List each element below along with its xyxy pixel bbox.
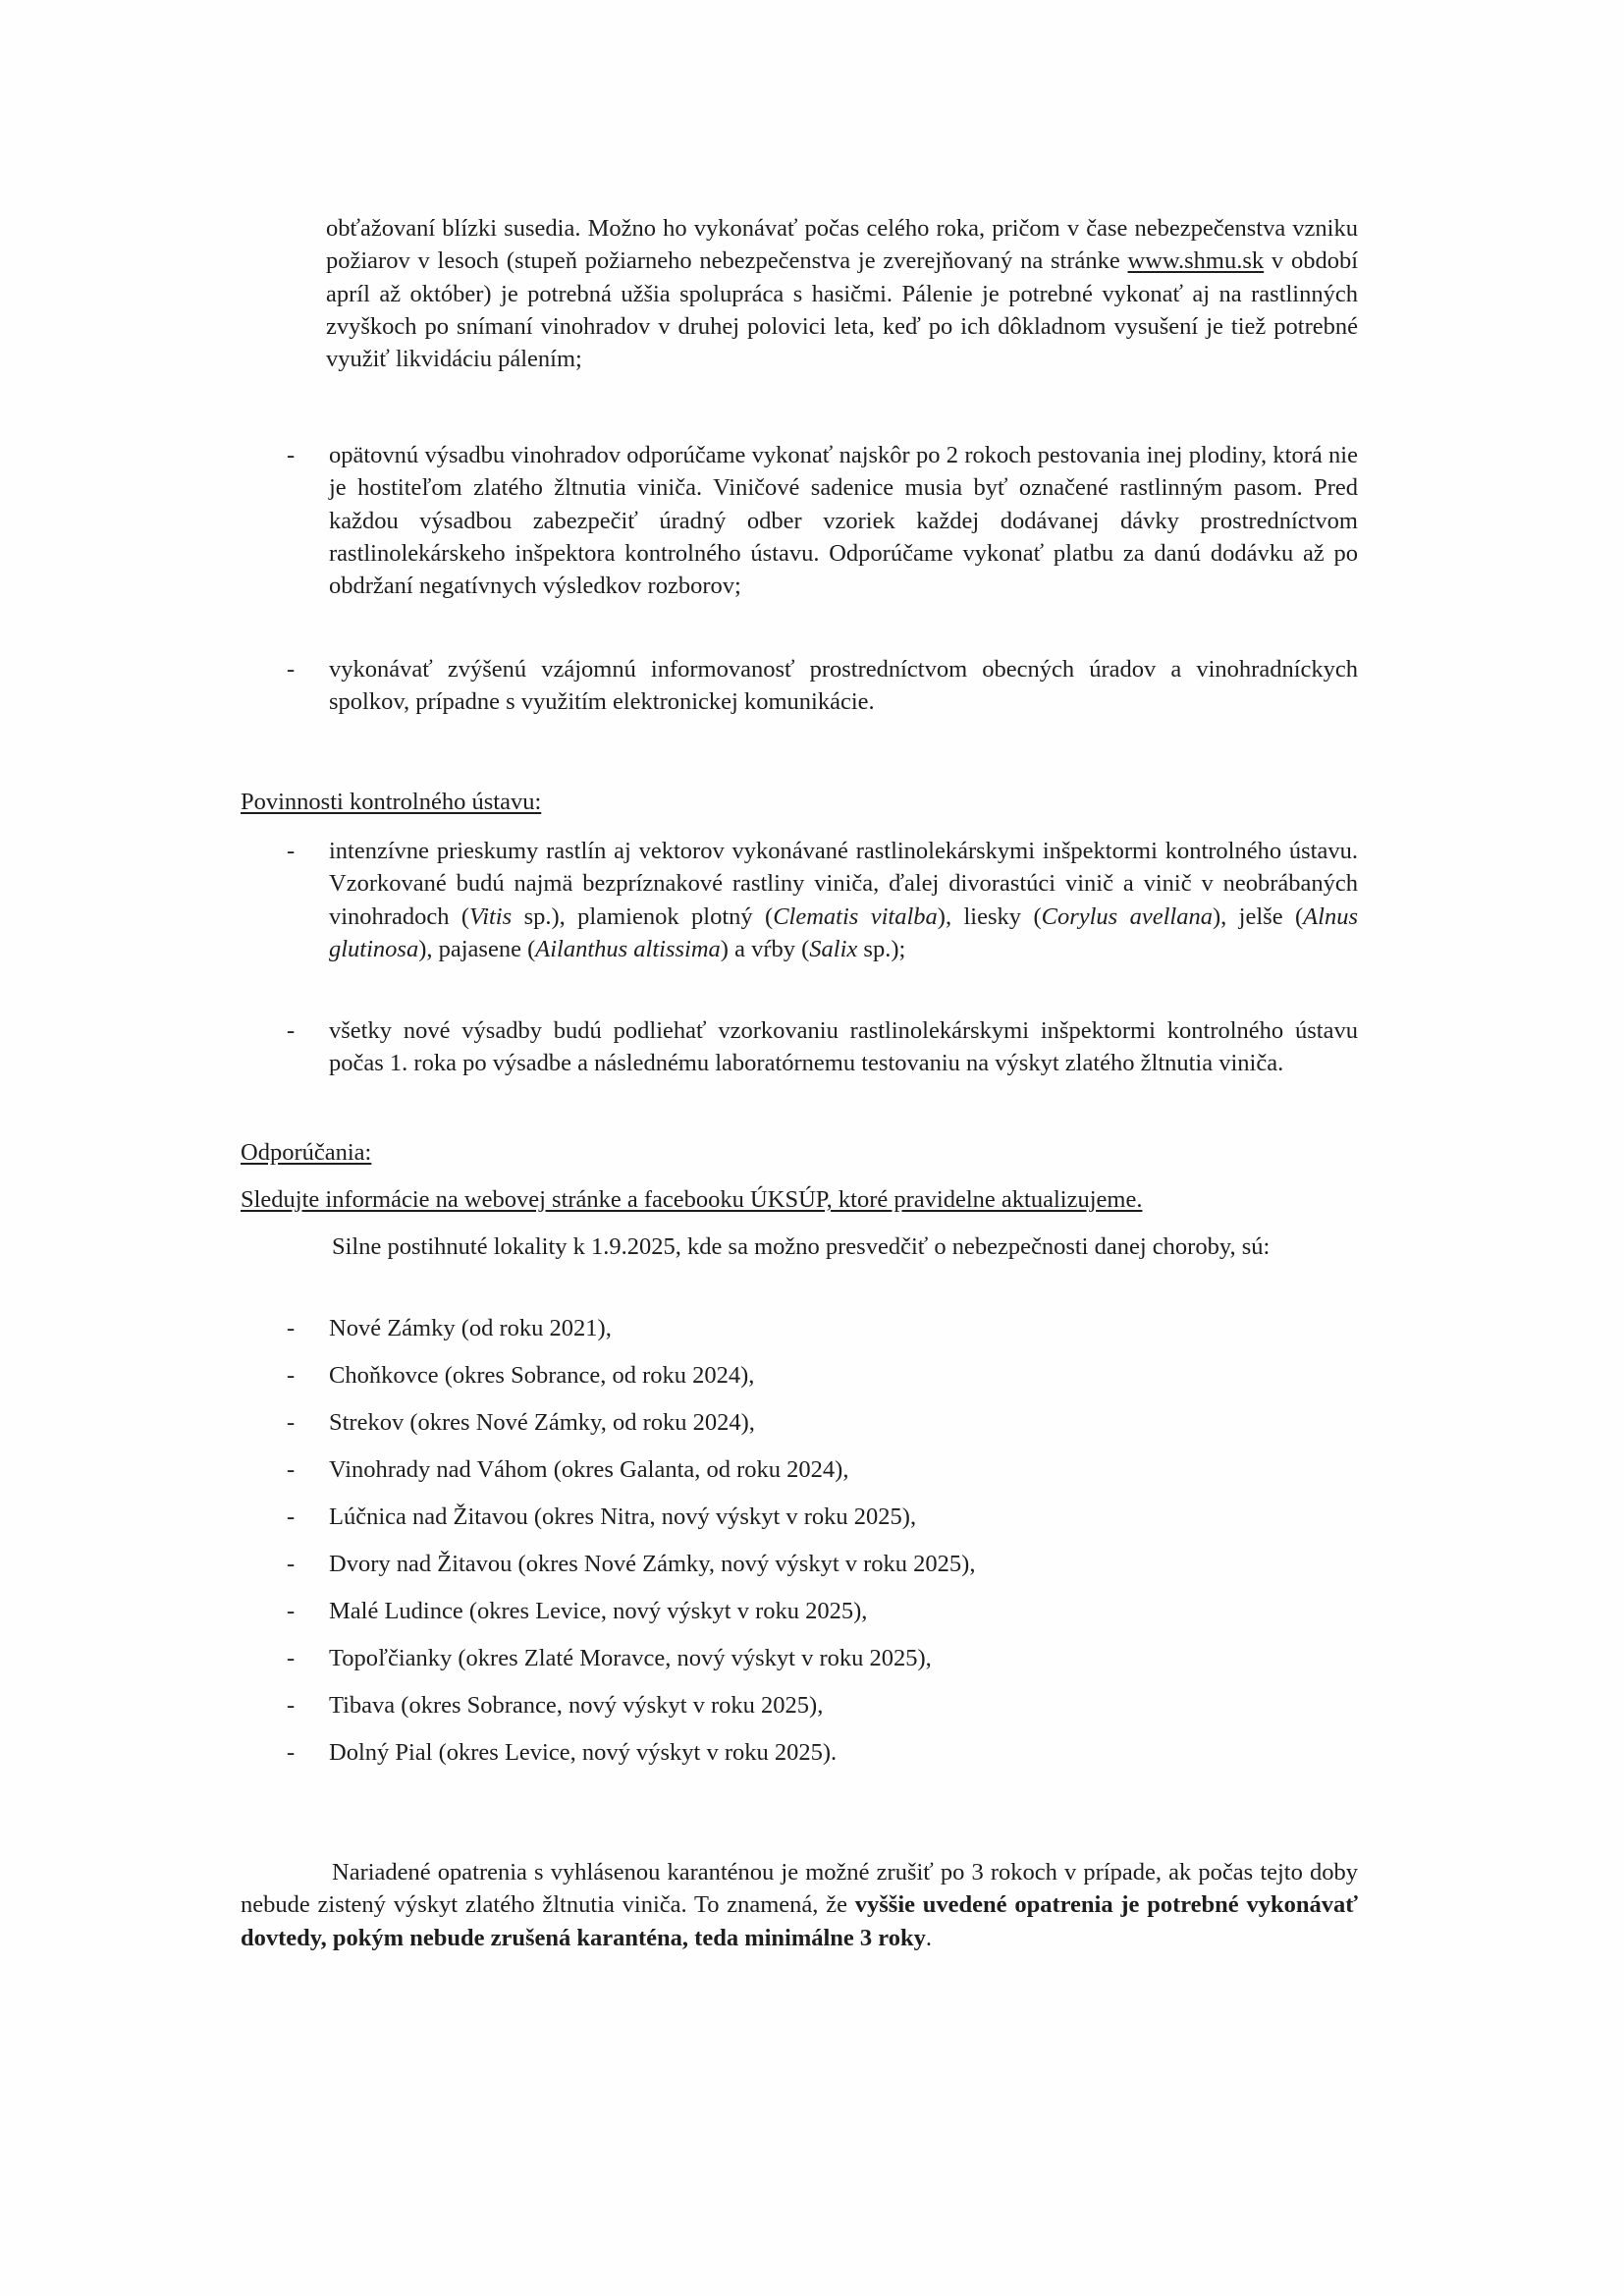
closing-text: Nariadené opatrenia s vyhlásenou karanténou je možné zrušiť po 3 rokoch v prípade, ak počas tejto doby nebude zistený výskyt zlatého žltnutia viniča. To znamená, že [241, 1859, 1358, 1919]
bullet-surveys [241, 835, 1358, 965]
bullet-dash: - [287, 838, 296, 864]
list-item [241, 1359, 754, 1392]
locality-text: Dolný Pial (okres Levice, nový výskyt v roku 2025). [329, 1739, 838, 1766]
list-item [241, 1312, 612, 1344]
closing-paragraph [241, 1856, 1358, 1954]
locality-text: Strekov (okres Nové Zámky, od roku 2024), [329, 1409, 755, 1436]
bullet-dash: - [287, 1362, 296, 1389]
bullet-text: všetky nové výsadby budú podliehať vzorkovaniu rastlinolekárskymi inšpektormi kontrolného ústavu počas 1. roka po výsadbe a následnému laboratórnemu testovaniu na výskyt zlatého žltnutia viniča. [329, 1017, 1358, 1077]
bullet-dash: - [287, 656, 296, 683]
shmu-link[interactable]: www.shmu.sk [1127, 247, 1265, 275]
locality-text: Vinohrady nad Váhom (okres Galanta, od roku 2024), [329, 1456, 849, 1483]
institute-heading: Povinnosti kontrolného ústavu: [241, 789, 542, 815]
locality-text: Choňkovce (okres Sobrance, od roku 2024), [329, 1362, 755, 1389]
latin-name: Salix [809, 935, 858, 962]
text-segment: ), liesky ( [937, 902, 1042, 930]
paragraph-text-after: v období apríl až október) je potrebná užšia spolupráca s hasičmi. Pálenie je potrebné vykonať aj na rastlinných zvyškoch po snímaní vinohradov v druhej polovici leta, keď po ich dôkladnom vysušení je tiež potrebné využiť likvidáciu pálením; [326, 247, 1358, 373]
follow-info-text: Sledujte informácie na webovej stránke a facebooku ÚKSÚP, ktoré pravidelne aktualizujeme. [241, 1186, 1143, 1213]
text-segment: intenzívne prieskumy rastlín aj vektorov vykonávané rastlinolekárskymi inšpektormi kontrolného ústavu. Vzorkované budú najmä bezpríznakové rastliny viniča, ďalej divorastúci vinič a vinič v neobrábaných vinohradoch ( [329, 838, 1358, 930]
text-segment: sp.); [857, 935, 906, 962]
list-item [241, 1736, 837, 1769]
bullet-dash: - [287, 1739, 296, 1766]
locality-text: Dvory nad Žitavou (okres Nové Zámky, nový výskyt v roku 2025), [329, 1551, 976, 1577]
latin-name: Alnus glutinosa [329, 902, 1358, 962]
latin-name: Corylus avellana [1041, 902, 1213, 930]
locality-text: Malé Ludince (okres Levice, nový výskyt v roku 2025), [329, 1598, 868, 1624]
list-item [241, 1501, 916, 1533]
bullet-dash: - [287, 1598, 296, 1624]
localities-intro: Silne postihnuté lokality k 1.9.2025, kde sa možno presvedčiť o nebezpečnosti danej choroby, sú: [332, 1233, 1271, 1260]
bullet-communication [241, 653, 1358, 719]
text-segment: ), pajasene ( [418, 935, 536, 962]
bullet-dash: - [287, 1456, 296, 1483]
closing-emphasis: vyššie uvedené opatrenia je potrebné vykonávať dovtedy, pokým nebude zrušená karanténa, teda minimálne 3 roky [241, 1891, 1358, 1951]
locality-text: Topoľčianky (okres Zlaté Moravce, nový výskyt v roku 2025), [329, 1645, 932, 1671]
bullet-dash: - [287, 1315, 296, 1341]
bullet-replanting [241, 439, 1358, 602]
text-segment: ), jelše ( [1212, 902, 1304, 930]
list-item [241, 1642, 932, 1674]
list-item [241, 1453, 848, 1486]
list-item [241, 1595, 867, 1627]
latin-name: Clematis vitalba [773, 902, 938, 930]
bullet-dash: - [287, 1409, 296, 1436]
bullet-dash: - [287, 442, 296, 468]
recommendations-heading: Odporúčania: [241, 1139, 372, 1166]
bullet-new-plantings [241, 1014, 1358, 1080]
list-item [241, 1406, 755, 1439]
list-item [241, 1548, 975, 1580]
text-segment: sp.), plamienok plotný ( [512, 902, 774, 930]
text-segment: ) a vŕby ( [720, 935, 810, 962]
bullet-dash: - [287, 1645, 296, 1671]
latin-name: Vitis [469, 902, 513, 930]
bullet-text: opätovnú výsadbu vinohradov odporúčame vykonať najskôr po 2 rokoch pestovania inej plodiny, ktorá nie je hostiteľom zlatého žltnutia viniča. Viničové sadenice musia byť označené rastlinným pasom. Pred každou výsadbou zabezpečiť úradný odber vzoriek každej dodávanej dávky prostredníctvom rastlinolekárskeho inšpektora kontrolného ústavu. Odporúčame vykonať platbu za danú dodávku až po obdržaní negatívnych výsledkov rozborov; [329, 442, 1358, 600]
bullet-text [329, 835, 1358, 965]
bullet-dash: - [287, 1692, 296, 1719]
locality-text: Lúčnica nad Žitavou (okres Nitra, nový výskyt v roku 2025), [329, 1503, 917, 1530]
closing-end: . [925, 1924, 932, 1951]
list-item [241, 1689, 823, 1722]
bullet-dash: - [287, 1551, 296, 1577]
bullet-dash: - [287, 1017, 296, 1044]
locality-text: Nové Zámky (od roku 2021), [329, 1315, 612, 1341]
bullet-dash: - [287, 1503, 296, 1530]
locality-text: Tibava (okres Sobrance, nový výskyt v roku 2025), [329, 1692, 824, 1719]
latin-name: Ailanthus altissima [535, 935, 721, 962]
bullet-text: vykonávať zvýšenú vzájomnú informovanosť prostredníctvom obecných úradov a vinohradníckych spolkov, prípadne s využitím elektronickej komunikácie. [329, 656, 1358, 716]
paragraph-text: obťažovaní blízki susedia. Možno ho vykonávať počas celého roka, pričom v čase nebezpečenstva vzniku požiarov v lesoch (stupeň požiarneho nebezpečenstva je zverejňovaný na stránke [326, 215, 1358, 275]
burning-paragraph [326, 212, 1358, 375]
